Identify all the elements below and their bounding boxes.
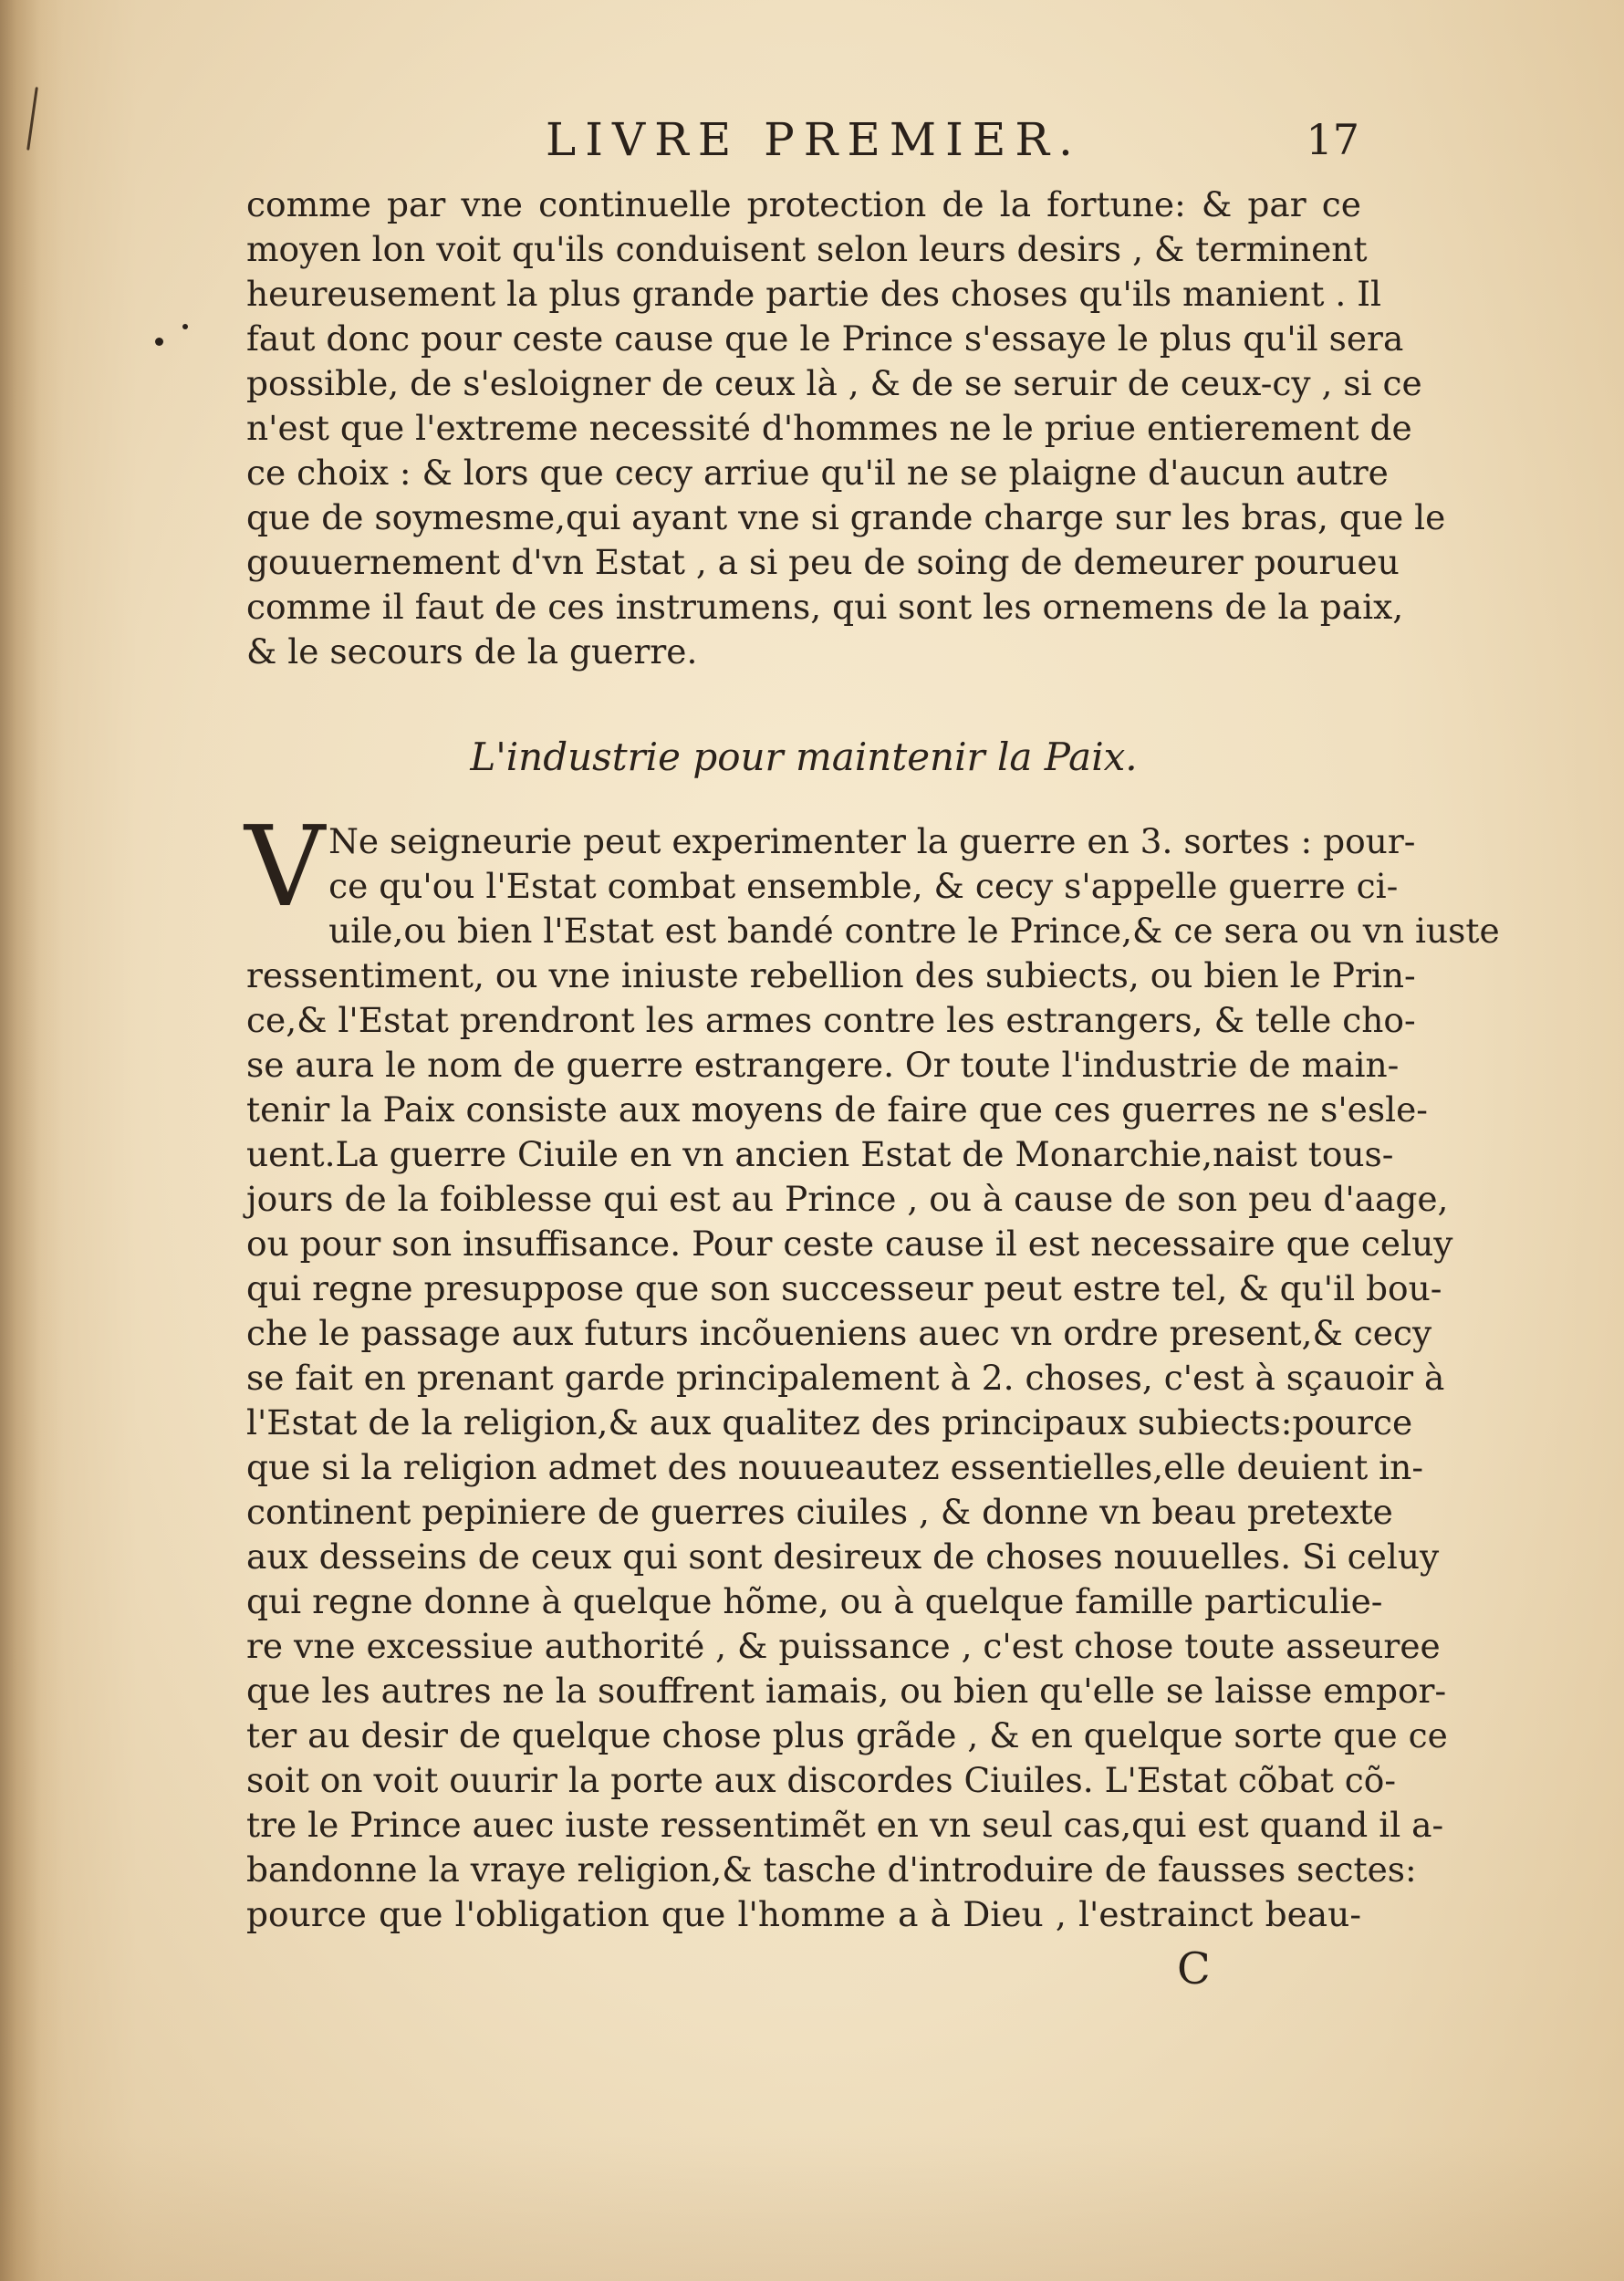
text-line: ter au desir de quelque chose plus grãde , & en quelque sorte que ce [246,1715,1448,1755]
text-line: pource que l'obligation que l'homme a à Dieu , l'estrainct beau- [246,1894,1361,1934]
text-line: se aura le nom de guerre estrangere. Or toute l'industrie de main- [246,1045,1400,1085]
text-line: uent.La guerre Ciuile en vn ancien Estat de Monarchie,naist tous- [246,1134,1394,1174]
text-line: que si la religion admet des nouueautez essentielles,elle deuient in- [246,1447,1423,1487]
text-line: ce qu'ou l'Estat combat ensemble, & cecy s'appelle guerre ci- [328,866,1399,906]
text-line: l'Estat de la religion,& aux qualitez des principaux subiects:pource [246,1402,1413,1443]
text-line: possible, de s'esloigner de ceux là , & de se seruir de ceux-cy , si ce [246,363,1422,403]
drop-cap: V [245,802,326,932]
text-line: bandonne la vraye religion,& tasche d'introduire de fausses sectes: [246,1849,1417,1890]
text-line: moyen lon voit qu'ils conduisent selon leurs desirs , & terminent [246,229,1368,269]
text-line: soit on voit ouurir la porte aux discordes Ciuiles. L'Estat cõbat cõ- [246,1760,1397,1800]
text-line: qui regne donne à quelque hõme, ou à quelque famille particulie- [246,1581,1383,1621]
text-line: continent pepiniere de guerres ciuiles , & donne vn beau pretexte [246,1492,1393,1532]
text-line: tre le Prince auec iuste ressentimẽt en vn seul cas,qui est quand il a- [246,1805,1444,1845]
section-heading: L'industrie pour maintenir la Paix. [470,734,1138,779]
text-line: comme il faut de ces instrumens, qui sont les ornemens de la paix, [246,587,1404,627]
text-line: aux desseins de ceux qui sont desireux de choses nouuelles. Si celuy [246,1536,1440,1577]
marginal-dot [182,324,188,329]
text-line: Ne seigneurie peut experimenter la guerre en 3. sortes : pour- [328,821,1416,861]
text-line: gouuernement d'vn Estat , a si peu de soing de demeurer pourueu [246,542,1400,582]
text-line: heureusement la plus grande partie des choses qu'ils manient . Il [246,274,1382,314]
paragraph-main [245,802,1500,1937]
page-bottom-shade [0,2135,1624,2281]
text-line: & le secours de la guerre. [246,631,698,672]
text-line: re vne excessiue authorité , & puissance , c'est chose toute asseuree [246,1626,1441,1666]
text-line: se fait en prenant garde principalement à 2. choses, c'est à sçauoir à [246,1358,1445,1398]
text-line: ce,& l'Estat prendront les armes contre les estrangers, & telle cho- [246,1000,1416,1040]
page-gutter-shadow [0,0,64,2281]
paragraph-continued [246,182,1446,674]
page-header [246,108,1359,172]
text-line: jours de la foiblesse qui est au Prince , ou à cause de son peu d'aage, [246,1179,1449,1219]
text-line: uile,ou bien l'Estat est bandé contre le Prince,& ce sera ou vn iuste [328,911,1500,951]
page-number: 17 [1306,115,1359,164]
marginal-dot [155,338,163,346]
text-line: ressentiment, ou vne iniuste rebellion des subiects, ou bien le Prin- [246,955,1416,995]
text-line: que de soymesme,qui ayant vne si grande charge sur les bras, que le [246,497,1446,537]
text-line: comme par vne continuelle protection de la fortune: & par ce [246,184,1361,224]
text-line: que les autres ne la souffrent iamais, ou bien qu'elle se laisse empor- [246,1671,1447,1711]
text-line: qui regne presuppose que son successeur peut estre tel, & qu'il bou- [246,1268,1442,1308]
text-line: faut donc pour ceste cause que le Prince s'essaye le plus qu'il sera [246,318,1404,359]
text-line: tenir la Paix consiste aux moyens de faire que ces guerres ne s'esle- [246,1089,1428,1130]
text-line: che le passage aux futurs incõueniens auec vn ordre present,& cecy [246,1313,1432,1353]
running-head: LIVRE PREMIER. [546,113,1082,166]
text-line: ou pour son insuffisance. Pour ceste cause il est necessaire que celuy [246,1224,1453,1264]
text-line: ce choix : & lors que cecy arriue qu'il ne se plaigne d'aucun autre [246,453,1389,493]
text-line: n'est que l'extreme necessité d'hommes ne le priue entierement de [246,408,1412,448]
signature-mark: C [1177,1943,1211,1995]
